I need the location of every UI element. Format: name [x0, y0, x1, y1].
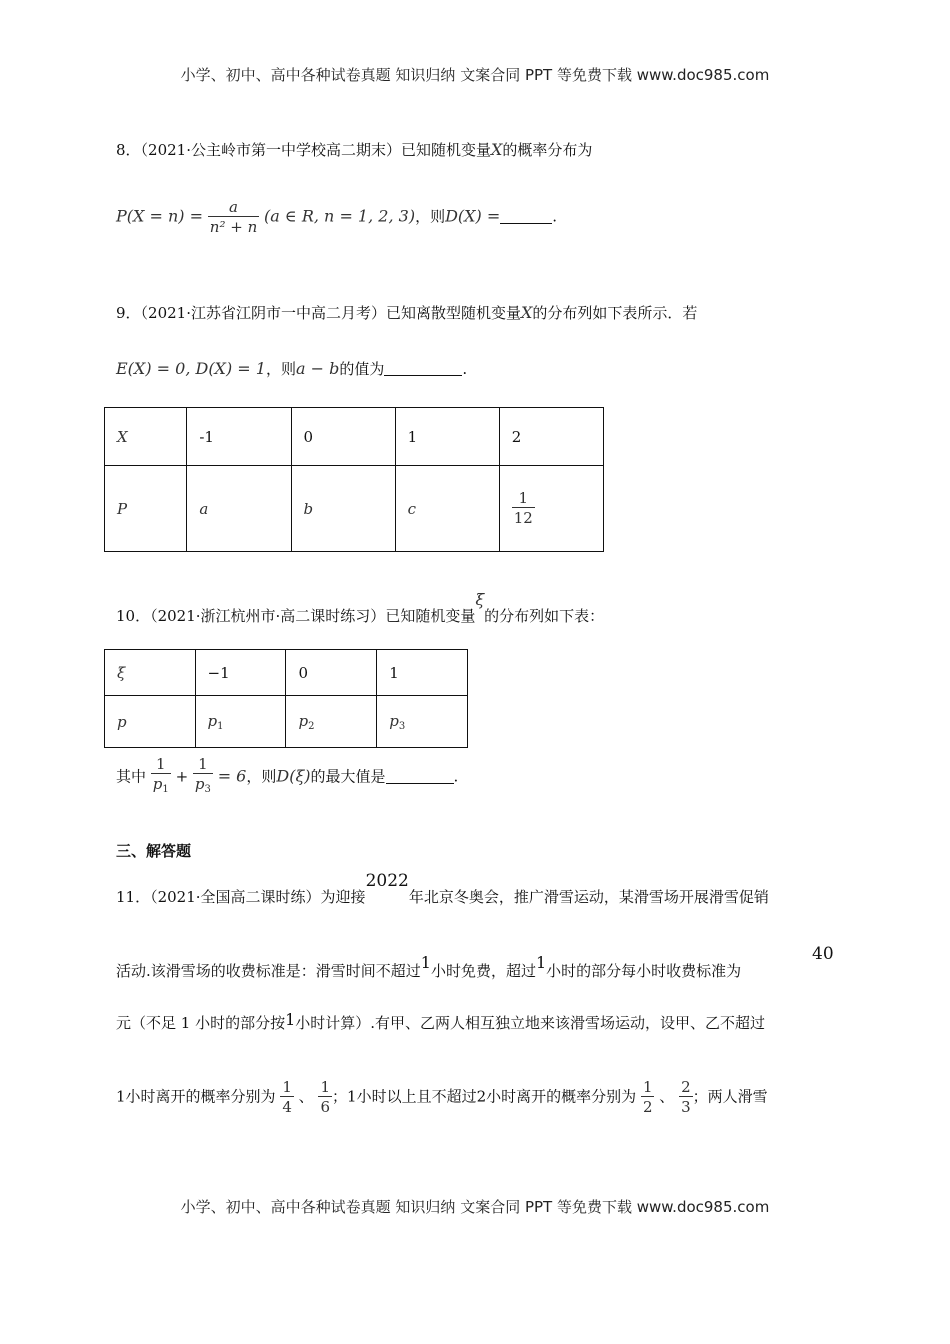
stem-text: 已知随机变量 [401, 141, 492, 159]
question-number: 8． [116, 141, 141, 159]
fraction-denominator: 12 [513, 509, 533, 527]
table-cell: 0 [286, 650, 377, 696]
math-number: 1 [116, 1087, 126, 1106]
stem-text: 元（不足 1 小时的部分按 [116, 1014, 286, 1032]
cell-text: p [298, 711, 309, 730]
table-cell: 2 [499, 408, 603, 466]
table-cell: p [105, 696, 196, 748]
table-cell: 0 [291, 408, 395, 466]
separator: 、 [298, 1087, 314, 1106]
fraction [641, 1078, 655, 1117]
question-8-formula [116, 198, 557, 237]
subscript: 3 [398, 720, 406, 732]
math-var: ξ [475, 590, 485, 609]
fraction [679, 1078, 693, 1117]
formula-condition: E(X) = 0, D(X) = 1 [116, 359, 266, 378]
separator: ； [332, 1087, 348, 1106]
answer-blank[interactable] [500, 209, 552, 224]
table-cell: X [105, 408, 187, 466]
fraction-denominator: 4 [282, 1098, 292, 1116]
subscript: 1 [217, 720, 224, 732]
page-header: 小学、初中、高中各种试卷真题 知识归纳 文案合同 PPT 等免费下载 www.doc985.com [180, 66, 770, 84]
table-cell: -1 [187, 408, 291, 466]
stem-text: ，则 [415, 207, 446, 226]
question-10-table [104, 649, 468, 748]
fraction [193, 755, 213, 800]
question-10-stem [116, 590, 605, 626]
fraction-denominator [193, 773, 213, 800]
stem-text: 为迎接 [320, 888, 366, 906]
question-number: 9． [116, 304, 141, 322]
math-number: 1 [535, 953, 547, 972]
question-source: （2021·江苏省江阴市一中高二月考） [140, 304, 386, 322]
table-row [105, 696, 468, 748]
fraction [318, 1078, 332, 1117]
table-row [105, 408, 604, 466]
formula-left: P(X = n) = [116, 206, 204, 226]
fraction [208, 198, 259, 237]
table-cell [499, 466, 603, 552]
stem-text: 小时的部分每小时收费标准为 [546, 962, 742, 980]
stem-text: 的值为 [339, 360, 385, 378]
question-8-stem [116, 139, 592, 160]
table-cell [286, 696, 377, 748]
subscript: 3 [204, 784, 211, 795]
question-source: （2021·浙江杭州市·高二课时练习） [150, 607, 386, 625]
page-footer: 小学、初中、高中各种试卷真题 知识归纳 文案合同 PPT 等免费下载 www.doc985.com [180, 1198, 770, 1216]
math-number: 1 [285, 1010, 296, 1029]
table-cell: −1 [195, 650, 286, 696]
fraction [280, 1078, 294, 1117]
cell-text: p [389, 711, 399, 730]
table-cell: ξ [105, 650, 196, 696]
question-number: 10． [116, 607, 151, 625]
table-cell [377, 696, 468, 748]
stem-text: ；两人滑雪 [692, 1087, 768, 1106]
fraction-numerator: 1 [642, 1078, 653, 1096]
stem-text: 已知随机变量 [385, 607, 476, 625]
stem-text: . [552, 207, 558, 226]
stem-text: 小时以上且不超过 [356, 1087, 477, 1106]
stem-text: 小时离开的概率分别为 [486, 1087, 637, 1106]
table-row [105, 650, 468, 696]
subscript: 1 [162, 784, 169, 795]
formula-ask: D(ξ) [276, 766, 311, 786]
math-number: 1 [347, 1087, 357, 1106]
denominator-var: p [152, 775, 163, 793]
math-number: 1 [420, 953, 431, 972]
fraction-numerator: 1 [518, 489, 529, 507]
question-10-condition [116, 755, 458, 800]
table-row [105, 466, 604, 552]
stem-text: . [453, 767, 459, 786]
section-heading: 三、解答题 [116, 842, 192, 860]
fraction-numerator: 1 [282, 1078, 292, 1096]
math-var: X [521, 303, 533, 322]
operator: + [175, 767, 189, 786]
table-cell: b [291, 466, 395, 552]
stem-text: 的概率分布为 [502, 141, 593, 159]
formula-ask: D(X) = [445, 206, 501, 226]
table-cell: 1 [395, 408, 499, 466]
fraction-denominator: 2 [642, 1098, 653, 1116]
question-9-stem [116, 302, 697, 323]
answer-blank[interactable] [384, 361, 462, 376]
fraction-denominator: 6 [320, 1098, 331, 1116]
stem-text: 年北京冬奥会，推广滑雪运动，某滑雪场开展滑雪促销 [408, 888, 769, 906]
stem-text: 小时计算）.有甲、乙两人相互独立地来该滑雪场运动，设甲、乙不超过 [295, 1014, 766, 1032]
stem-text: 已知离散型随机变量 [386, 304, 522, 322]
answer-blank[interactable] [386, 769, 454, 784]
table-cell: a [187, 466, 291, 552]
stem-text: 小时离开的概率分别为 [125, 1087, 276, 1106]
stem-text: 的分布列如下表所示．若 [532, 304, 698, 322]
question-11-line-2 [116, 953, 742, 981]
question-source: （2021·全国高二课时练） [150, 888, 321, 906]
fraction-numerator: 2 [681, 1078, 691, 1096]
formula-ask: a − b [295, 359, 340, 378]
question-11-line-4 [116, 1078, 768, 1117]
fraction-numerator: 1 [156, 755, 166, 773]
stem-text: 小时免费，超过 [430, 962, 536, 980]
math-number: 2 [476, 1087, 487, 1106]
table-cell: 1 [377, 650, 468, 696]
stem-text: ，则 [265, 360, 296, 378]
denominator-var: p [194, 775, 205, 793]
separator: 、 [659, 1087, 675, 1106]
fraction-numerator: 1 [198, 755, 208, 773]
fraction-numerator: 1 [320, 1078, 331, 1096]
subscript: 2 [308, 720, 315, 732]
table-cell: c [395, 466, 499, 552]
stem-text: ，则 [246, 767, 277, 786]
question-11-line-1 [116, 871, 769, 907]
fraction [151, 755, 171, 800]
question-9-table [104, 407, 604, 552]
question-11-line-3 [116, 1012, 765, 1033]
fraction [512, 489, 535, 528]
fraction-numerator: a [229, 198, 238, 216]
stem-text: 活动.该滑雪场的收费标准是：滑雪时间不超过 [116, 962, 421, 980]
fraction-denominator: 3 [681, 1098, 691, 1116]
equation-rhs: = 6 [217, 766, 247, 786]
question-source: （2021·公主岭市第一中学校高二期末） [140, 141, 401, 159]
question-9-condition [116, 358, 467, 379]
table-cell [195, 696, 286, 748]
formula-condition: (a ∈ R, n = 1, 2, 3) [264, 206, 416, 226]
math-var: X [491, 140, 503, 159]
stem-text: . [462, 360, 468, 378]
stem-text: 的最大值是 [310, 767, 386, 786]
stem-text: 其中 [116, 767, 147, 786]
fraction-denominator [151, 773, 171, 800]
table-cell: P [105, 466, 187, 552]
stem-text: 的分布列如下表： [484, 607, 605, 625]
fraction-denominator: n² + n [209, 218, 258, 236]
math-number: 40 [812, 944, 834, 964]
cell-text: p [207, 711, 218, 730]
math-number: 2022 [365, 871, 409, 891]
question-number: 11． [116, 888, 151, 906]
